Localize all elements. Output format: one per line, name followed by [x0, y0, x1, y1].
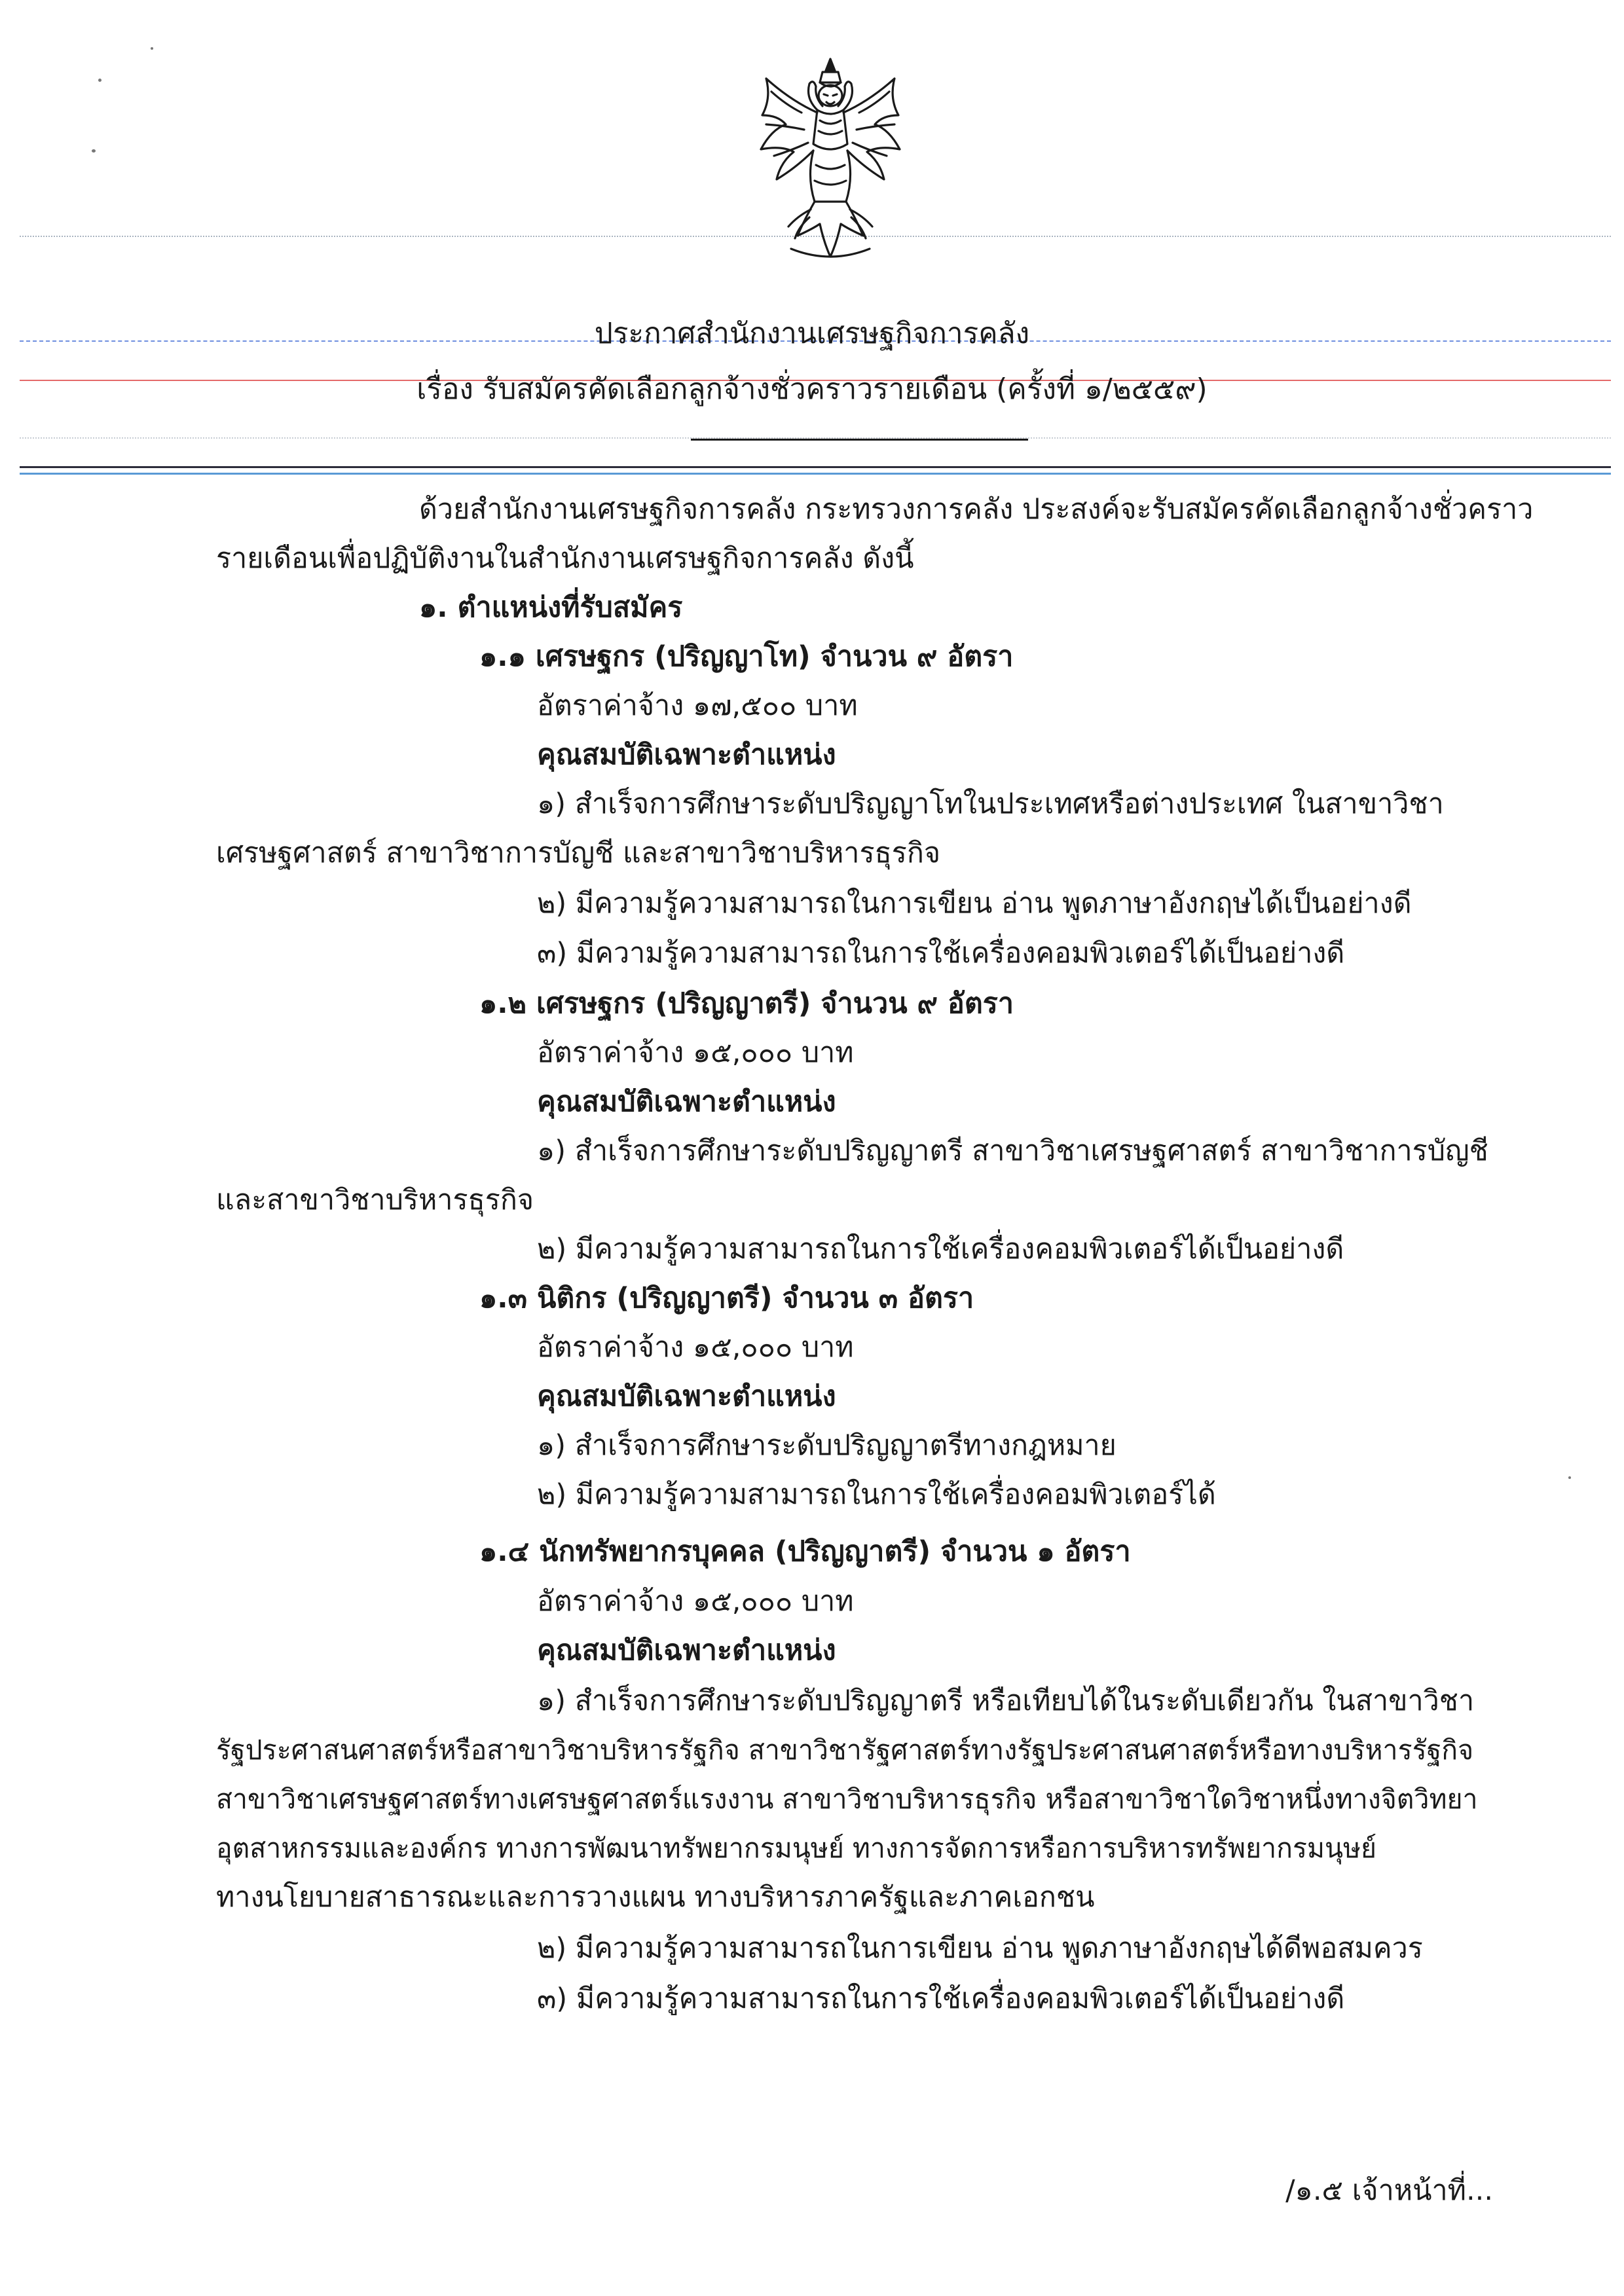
page-continuation: /๑.๕ เจ้าหน้าที่...	[1285, 2174, 1493, 2207]
intro-line-2: รายเดือนเพื่อปฏิบัติงานในสำนักงานเศรษฐกิจการคลัง ดังนี้	[216, 542, 914, 575]
qualification-item: ๒) มีความรู้ความสามารถในการใช้เครื่องคอมพิวเตอร์ได้	[537, 1478, 1216, 1511]
position-heading: ๑.๓ นิติกร (ปริญญาตรี) จำนวน ๓ อัตรา	[479, 1282, 974, 1315]
section-heading: ๑. ตำแหน่งที่รับสมัคร	[419, 591, 683, 624]
announcement-title: ประกาศสำนักงานเศรษฐกิจการคลัง	[594, 317, 1030, 350]
qualification-item-continued: สาขาวิชาเศรษฐศาสตร์ทางเศรษฐศาสตร์แรงงาน สาขาวิชาบริหารธุรกิจ หรือสาขาวิชาใดวิชาหนึ่งทางจิตวิทยา	[216, 1783, 1478, 1815]
scan-speck	[1568, 1476, 1571, 1479]
scan-speck	[92, 149, 96, 153]
garuda-emblem-icon	[752, 52, 909, 268]
qualification-item: ๒) มีความรู้ความสามารถในการเขียน อ่าน พูดภาษาอังกฤษได้ดีพอสมควร	[537, 1932, 1423, 1965]
qualification-item: ๑) สำเร็จการศึกษาระดับปริญญาโทในประเทศหรือต่างประเทศ ในสาขาวิชา	[537, 788, 1444, 820]
header-rule-dark	[20, 466, 1611, 468]
scan-speck	[151, 47, 153, 50]
intro-line-1: ด้วยสำนักงานเศรษฐกิจการคลัง กระทรวงการคลัง ประสงค์จะรับสมัครคัดเลือกลูกจ้างชั่วคราว	[419, 493, 1534, 526]
qualification-item-continued: และสาขาวิชาบริหารธุรกิจ	[216, 1184, 534, 1216]
position-salary: อัตราค่าจ้าง ๑๗,๕๐๐ บาท	[537, 689, 858, 722]
header-rule-light-blue	[20, 473, 1611, 475]
qualification-item-continued: อุตสาหกรรมและองค์กร ทางการพัฒนาทรัพยากรมนุษย์ ทางการจัดการหรือการบริหารทรัพยากรมนุษย์	[216, 1832, 1377, 1864]
qualification-item: ๒) มีความรู้ความสามารถในการเขียน อ่าน พูดภาษาอังกฤษได้เป็นอย่างดี	[537, 887, 1412, 920]
qualification-item: ๓) มีความรู้ความสามารถในการใช้เครื่องคอมพิวเตอร์ได้เป็นอย่างดี	[537, 1982, 1345, 2015]
qualification-item-continued: เศรษฐศาสตร์ สาขาวิชาการบัญชี และสาขาวิชาบริหารธุรกิจ	[216, 837, 941, 869]
qualification-item-continued: รัฐประศาสนศาสตร์หรือสาขาวิชาบริหารรัฐกิจ สาขาวิชารัฐศาสตร์ทางรัฐประศาสนศาสตร์หรือทางบริหารรัฐกิจ	[216, 1734, 1474, 1766]
position-heading: ๑.๔ นักทรัพยากรบุคคล (ปริญญาตรี) จำนวน ๑ อัตรา	[479, 1535, 1131, 1568]
position-salary: อัตราค่าจ้าง ๑๕,๐๐๐ บาท	[537, 1585, 854, 1618]
qualification-heading: คุณสมบัติเฉพาะตำแหน่ง	[537, 738, 836, 771]
position-salary: อัตราค่าจ้าง ๑๕,๐๐๐ บาท	[537, 1036, 854, 1069]
position-heading: ๑.๒ เศรษฐกร (ปริญญาตรี) จำนวน ๙ อัตรา	[479, 987, 1014, 1020]
qualification-item-continued: ทางนโยบายสาธารณะและการวางแผน ทางบริหารภาครัฐและภาคเอกชน	[216, 1881, 1095, 1914]
title-underline	[691, 439, 1028, 441]
qualification-item: ๑) สำเร็จการศึกษาระดับปริญญาตรีทางกฎหมาย	[537, 1429, 1116, 1462]
qualification-item: ๒) มีความรู้ความสามารถในการใช้เครื่องคอมพิวเตอร์ได้เป็นอย่างดี	[537, 1233, 1344, 1266]
qualification-heading: คุณสมบัติเฉพาะตำแหน่ง	[537, 1085, 836, 1118]
qualification-item: ๓) มีความรู้ความสามารถในการใช้เครื่องคอมพิวเตอร์ได้เป็นอย่างดี	[537, 937, 1345, 970]
position-heading: ๑.๑ เศรษฐกร (ปริญญาโท) จำนวน ๙ อัตรา	[479, 640, 1014, 673]
qualification-item: ๑) สำเร็จการศึกษาระดับปริญญาตรี หรือเทียบได้ในระดับเดียวกัน ในสาขาวิชา	[537, 1685, 1475, 1717]
announcement-subject: เรื่อง รับสมัครคัดเลือกลูกจ้างชั่วคราวรายเดือน (ครั้งที่ ๑/๒๕๕๙)	[416, 373, 1208, 406]
qualification-item: ๑) สำเร็จการศึกษาระดับปริญญาตรี สาขาวิชาเศรษฐศาสตร์ สาขาวิชาการบัญชี	[537, 1135, 1488, 1167]
qualification-heading: คุณสมบัติเฉพาะตำแหน่ง	[537, 1380, 836, 1413]
position-salary: อัตราค่าจ้าง ๑๕,๐๐๐ บาท	[537, 1331, 854, 1364]
qualification-heading: คุณสมบัติเฉพาะตำแหน่ง	[537, 1634, 836, 1667]
scan-speck	[98, 79, 101, 82]
